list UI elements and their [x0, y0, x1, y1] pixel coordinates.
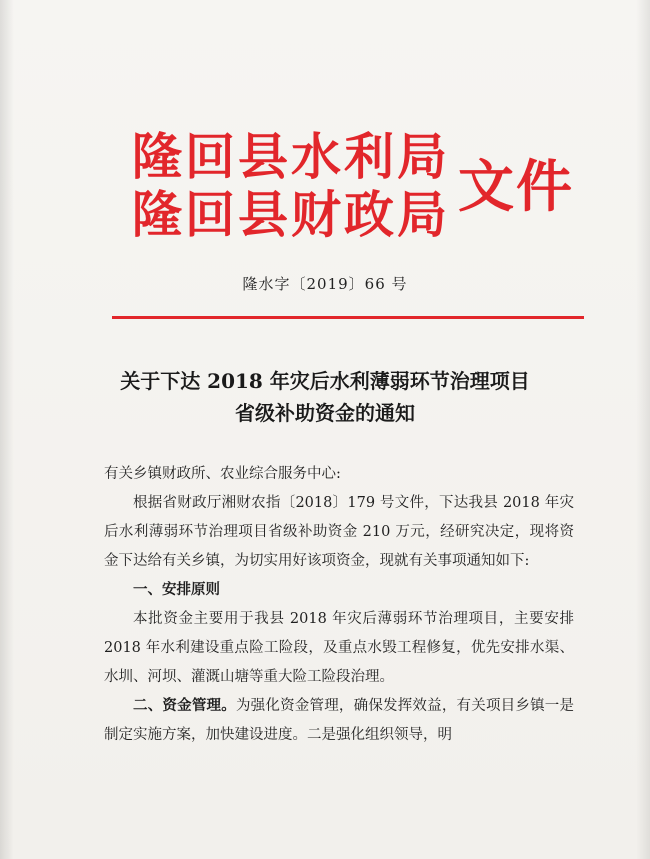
management-text: 为强化资金管理，确保发挥效益，有关项目乡镇一是制定实施方案，加快建设进度。二是强化组织领导，明	[104, 698, 575, 743]
title-line-2: 省级补助资金的通知	[235, 401, 415, 425]
red-separator-line	[112, 316, 584, 319]
section-heading-management: 二、资金管理。	[133, 698, 236, 714]
scan-edge-right	[636, 0, 650, 859]
paragraph-principles: 本批资金主要用于我县 2018 年灾后薄弱环节治理项目，主要安排 2018 年水利建设重点险工险段，及重点水毁工程修复，优先安排水渠、水圳、河坝、灌溉山塘等重大险工险段治理。	[104, 611, 574, 685]
paragraph-fund-management	[104, 692, 574, 750]
scan-edge-left	[0, 0, 14, 859]
section-heading-principles: 一、安排原则	[133, 582, 220, 598]
agency-finance-bureau: 隆回县财政局	[132, 186, 450, 244]
notice-body	[104, 460, 574, 750]
agency-water-bureau: 隆回县水利局	[132, 128, 450, 186]
document-suffix: 文件	[458, 155, 574, 220]
document-number: 隆水字〔2019〕66 号	[242, 275, 408, 293]
paragraph-intro: 根据省财政厅湘财农指〔2018〕179 号文件，下达我县 2018 年灾后水利薄弱环节治理项目省级补助资金 210 万元，经研究决定，现将资金下达给有关乡镇，为切实用好该项资金，现就有关事项通知如下:	[104, 495, 574, 569]
notice-title	[0, 365, 650, 429]
title-line-1: 关于下达 2018 年灾后水利薄弱环节治理项目	[120, 369, 530, 393]
issuing-agencies	[132, 128, 450, 244]
salutation: 有关乡镇财政所、农业综合服务中心:	[104, 466, 341, 482]
